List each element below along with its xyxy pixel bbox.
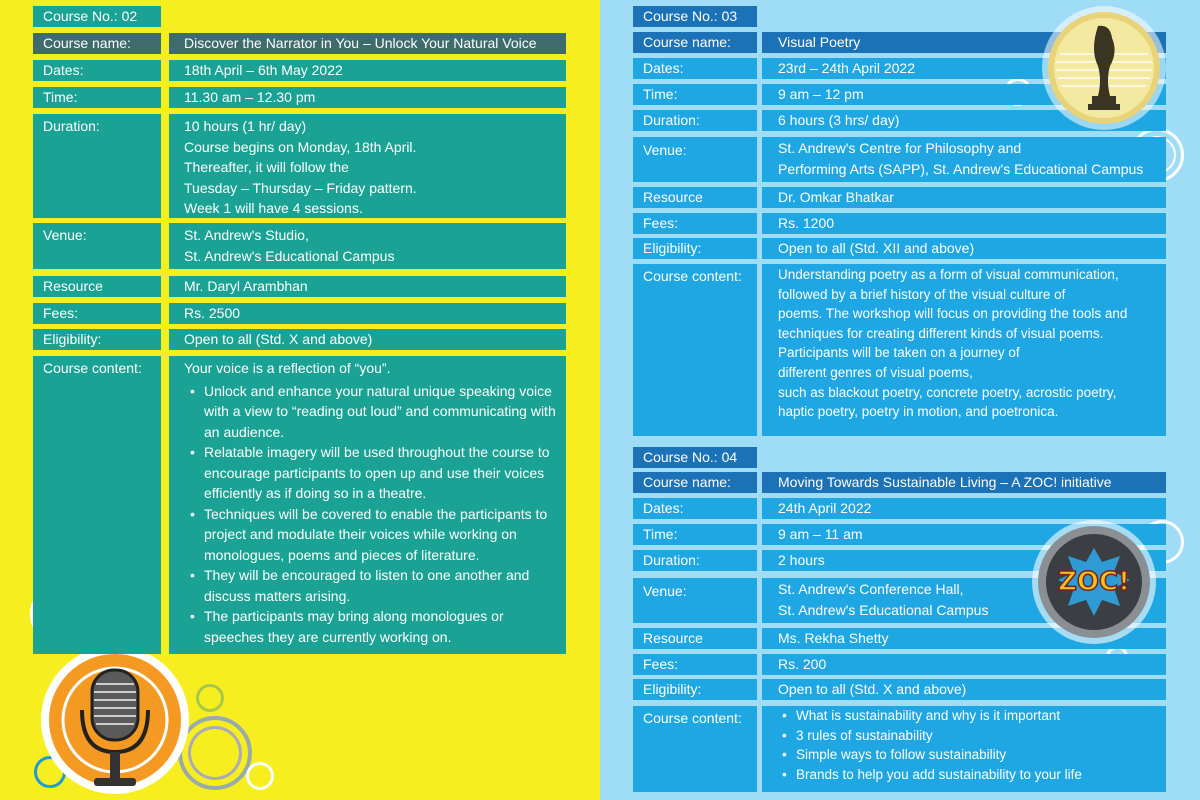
content-label: Course content: [633,706,757,792]
content-label: Course content: [633,264,757,436]
dates-value: 23rd – 24th April 2022 [762,58,1166,79]
duration-label: Duration: [633,550,757,571]
content-value [169,356,566,654]
time-label: Time: [33,87,161,108]
list-item: • 3 rules of sustainability [780,726,1156,746]
courses-03-04-panel [600,0,1200,800]
duration-value: 10 hours (1 hr/ day) Course begins on Monday, 18th April. Thereafter, it will follow the Tuesday – Thursday – Friday pattern. Week 1 will have 4 sessions. [169,114,566,218]
dates-value: 18th April – 6th May 2022 [169,60,566,81]
course-name-label: Course name: [633,32,757,53]
resource-value: Mr. Daryl Arambhan [169,276,566,297]
time-value: 11.30 am – 12.30 pm [169,87,566,108]
duration-value: 2 hours [762,550,1166,571]
microphone-icon [40,640,190,800]
dates-label: Dates: [633,498,757,519]
content-list [184,381,562,648]
duration-label: Duration: [33,114,161,218]
list-item: • Unlock and enhance your natural unique speaking voice with a view to “reading out loud” and communicating with an audience. [188,381,562,443]
venue-value: St. Andrew's Centre for Philosophy and Performing Arts (SAPP), St. Andrew's Educational Campus [762,137,1166,182]
list-item: • Brands to help you add sustainability to your life [780,765,1156,785]
dates-label: Dates: [633,58,757,79]
venue-value: St. Andrew's Conference Hall, St. Andrew's Educational Campus [762,578,1166,623]
time-label: Time: [633,84,757,105]
dates-value: 24th April 2022 [762,498,1166,519]
zoc-logo-text: ZOC! [1058,567,1130,597]
eligibility-label: Eligibility: [633,679,757,700]
venue-label: Venue: [633,578,757,623]
eligibility-value: Open to all (Std. X and above) [169,329,566,350]
eligibility-value: Open to all (Std. XII and above) [762,238,1166,259]
time-value: 9 am – 11 am [762,524,1166,545]
content-value [762,706,1166,792]
resource-value: Ms. Rekha Shetty [762,628,1166,649]
course-name: Moving Towards Sustainable Living – A ZOC! initiative [762,472,1166,493]
course-number: Course No.: 02 [33,6,161,27]
venue-label: Venue: [633,137,757,182]
course-name: Visual Poetry [762,32,1166,53]
time-value: 9 am – 12 pm [762,84,1166,105]
course-name: Discover the Narrator in You – Unlock Your Natural Voice [169,33,566,54]
eligibility-label: Eligibility: [33,329,161,350]
resource-value: Dr. Omkar Bhatkar [762,187,1166,208]
decorative-ring [196,684,224,712]
list-item: • They will be encouraged to listen to one another and discuss matters arising. [188,565,562,606]
trophy-statue-icon [1040,4,1168,132]
decorative-ring [246,762,274,790]
fees-value: Rs. 2500 [169,303,566,324]
duration-value: 6 hours (3 hrs/ day) [762,110,1166,131]
content-intro: Your voice is a reflection of “you”. [184,360,391,376]
fees-value: Rs. 200 [762,654,1166,675]
list-item: • The participants may bring along monologues or speeches they are currently working on. [188,606,562,647]
list-item: • What is sustainability and why is it important [780,706,1156,726]
fees-value: Rs. 1200 [762,213,1166,234]
resource-label: Resource [33,276,161,297]
content-list [776,706,1156,784]
list-item: • Techniques will be covered to enable the participants to project and modulate their voices while working on monologues, poems and pieces of literature. [188,504,562,566]
course-number: Course No.: 03 [633,6,757,27]
list-item: • Relatable imagery will be used throughout the course to encourage participants to open up and use their voices efficiently as if doing so in a theatre. [188,442,562,504]
eligibility-value: Open to all (Std. X and above) [762,679,1166,700]
zoc-logo [1030,518,1158,646]
list-item: • Simple ways to follow sustainability [780,745,1156,765]
resource-label: Resource [633,628,757,649]
fees-label: Fees: [633,213,757,234]
time-label: Time: [633,524,757,545]
course-number: Course No.: 04 [633,447,757,468]
eligibility-label: Eligibility: [633,238,757,259]
duration-label: Duration: [633,110,757,131]
course-name-label: Course name: [633,472,757,493]
content-value: Understanding poetry as a form of visual communication, followed by a brief history of the visual culture of poems. The workshop will focus on providing the tools and techniques for creating different kinds of visual poems. Participants will be taken on a journey of different genres of visual poems, such as blackout poetry, concrete poetry, acrostic poetry, haptic poetry, poetry in motion, and poetronica. [762,264,1166,436]
content-label: Course content: [33,356,161,654]
resource-label: Resource [633,187,757,208]
fees-label: Fees: [33,303,161,324]
fees-label: Fees: [633,654,757,675]
course-name-label: Course name: [33,33,161,54]
venue-value: St. Andrew's Studio, St. Andrew's Educational Campus [169,223,566,269]
venue-label: Venue: [33,223,161,269]
dates-label: Dates: [33,60,161,81]
